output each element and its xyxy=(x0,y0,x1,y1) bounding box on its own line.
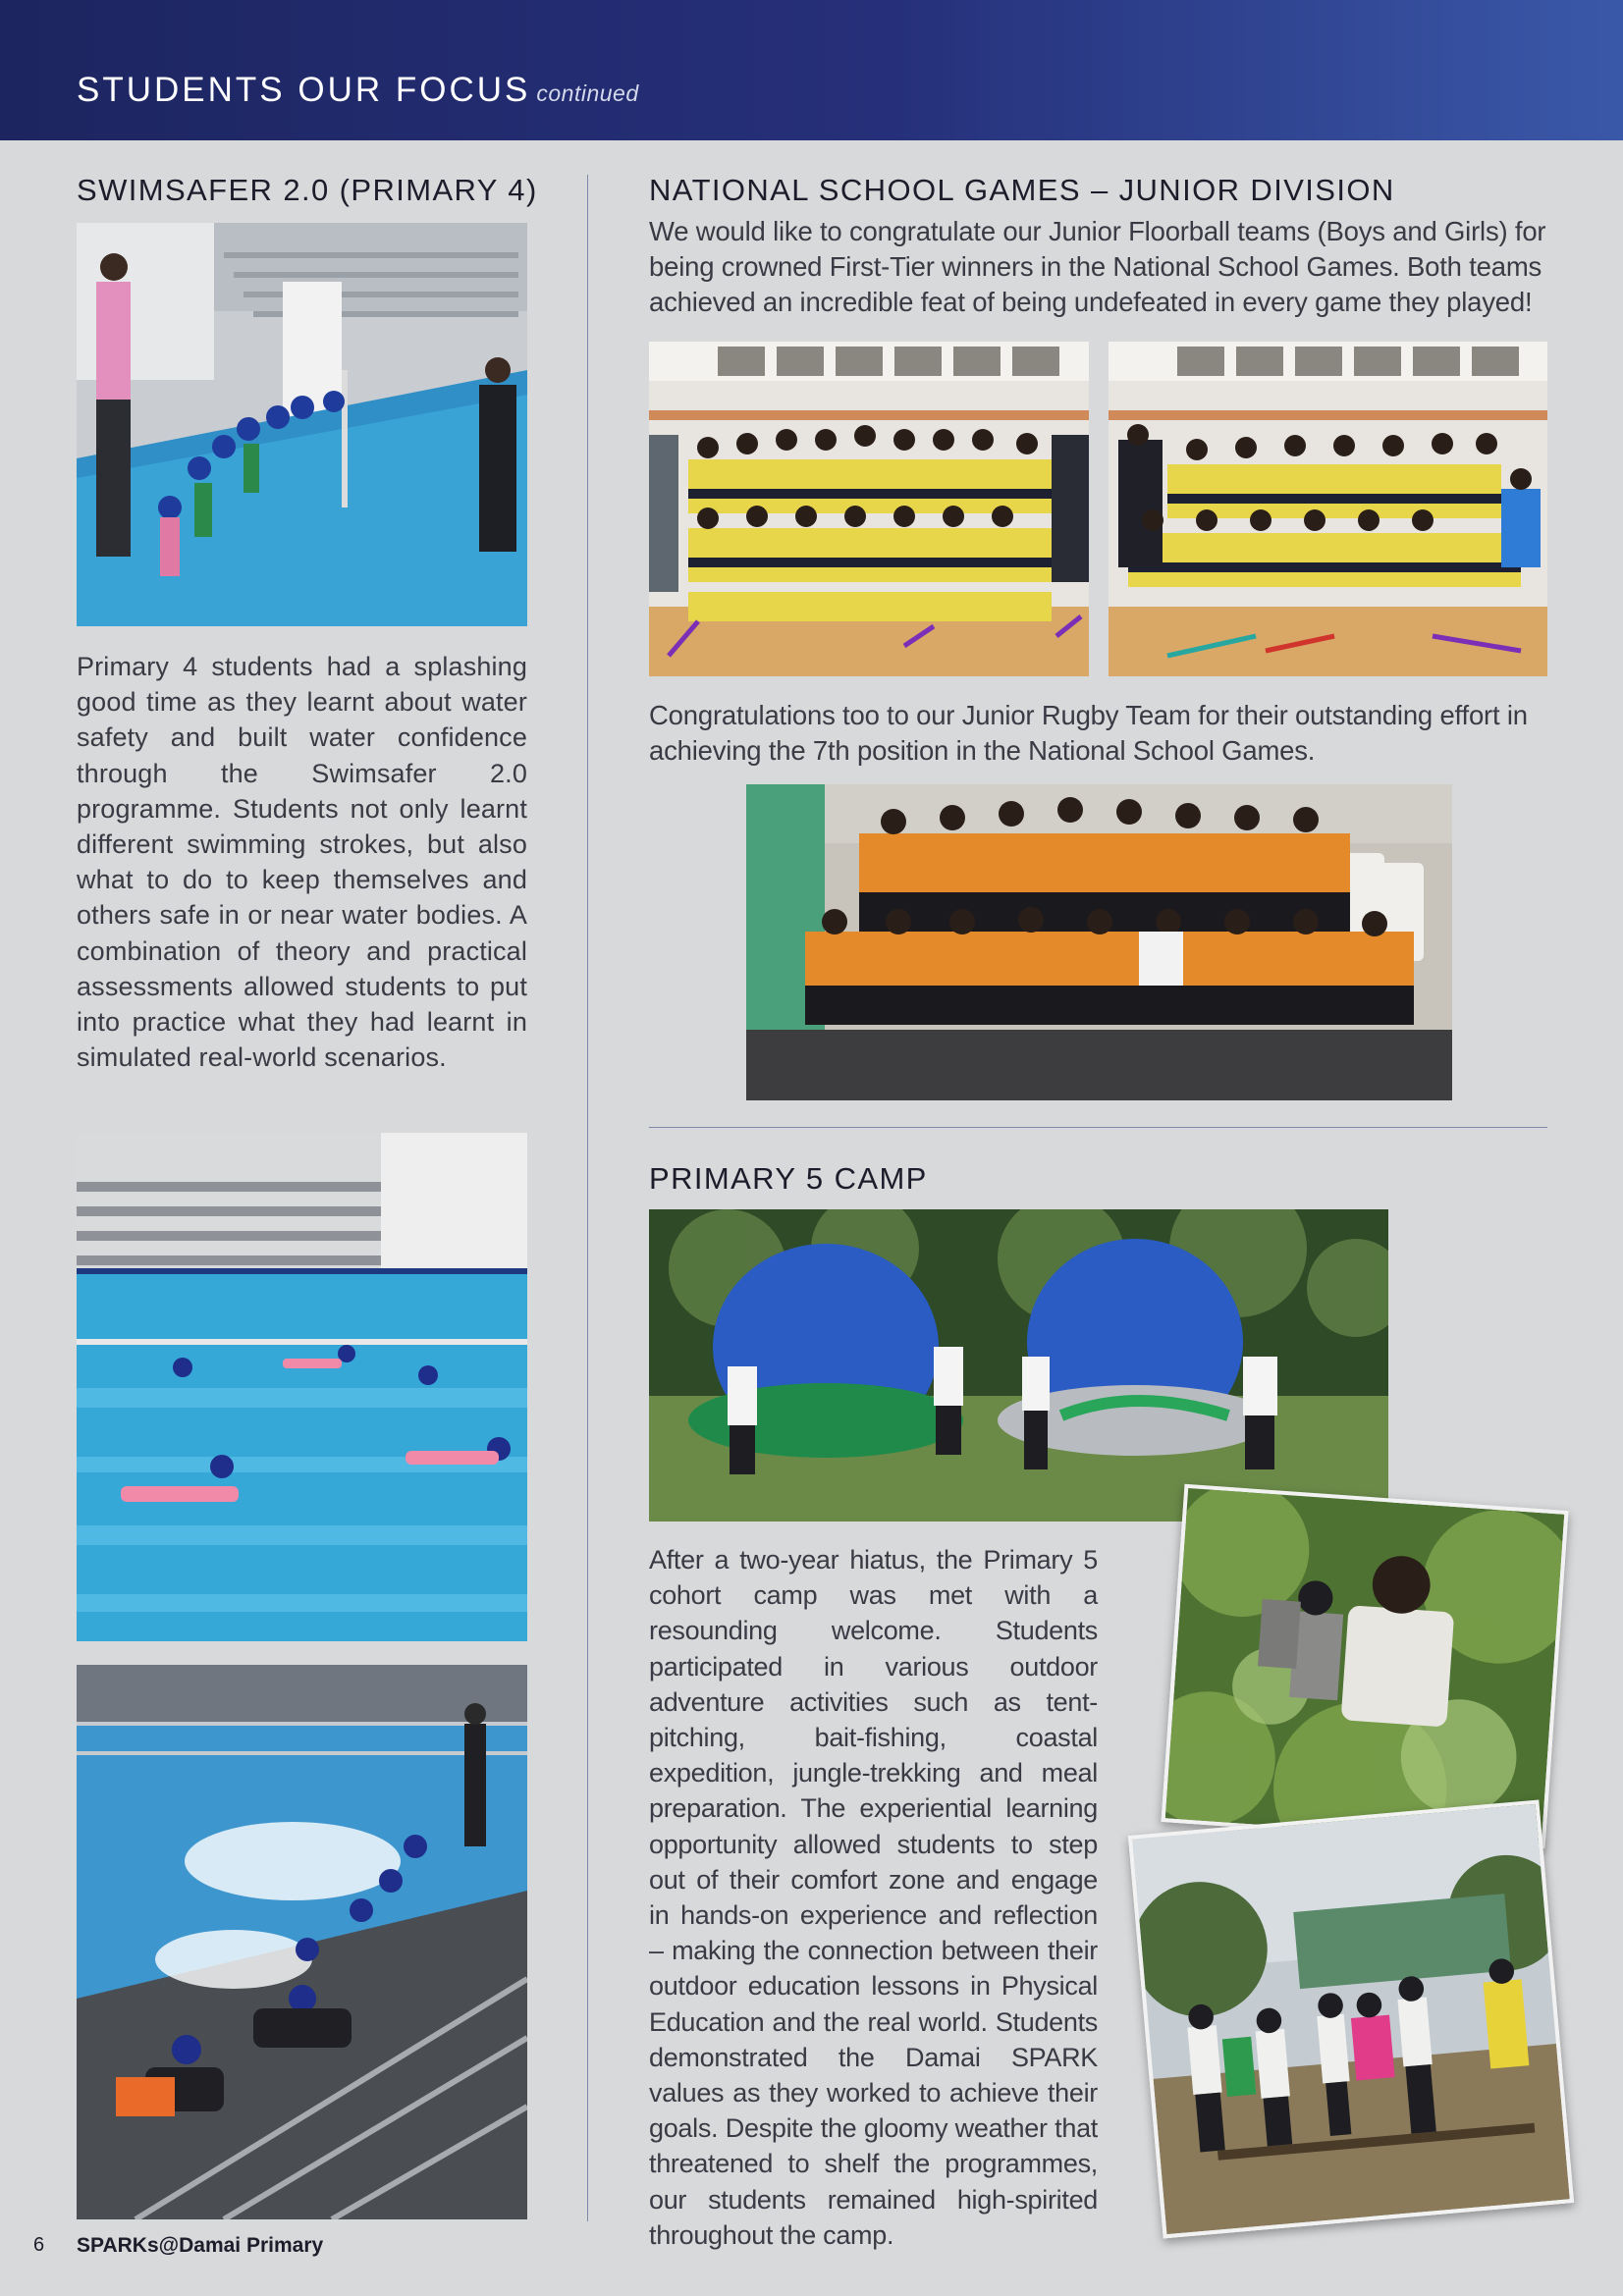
jungle-trekking-photo xyxy=(1161,1484,1568,1849)
page-title xyxy=(77,71,639,110)
rugby-team-photo xyxy=(746,784,1452,1100)
camp-paragraph: After a two-year hiatus, the Primary 5 cohort camp was met with a resounding welcome. Students participated in various outdoor adventure activities such as tent-pitching, bait-fishing, coastal expedition, jungle-trekking and meal preparation. The experiential learning opportunity allowed students to step out of their comfort zone and engage in hands-on experience and reflection – making the connection between their outdoor education lessons in Physical Education and the real world. Students demonstrated the Damai SPARK values as they worked to achieve their goals. Despite the gloomy weather that threatened to shelf the programmes, our students remained high-spirited throughout the camp. xyxy=(649,1545,1098,2250)
nsg-heading: NATIONAL SCHOOL GAMES – JUNIOR DIVISION xyxy=(649,173,1395,207)
page-title-text: STUDENTS OUR FOCUS xyxy=(77,71,531,109)
nsg-paragraph-1: We would like to congratulate our Junior Floorball teams (Boys and Girls) for being crowned First-Tier winners in the National School Games. Both teams achieved an incredible feat of being undefeated in every game they played! xyxy=(649,216,1546,317)
boys-floorball-team-photo xyxy=(1109,342,1547,676)
students-swimming-lanes-photo xyxy=(77,1133,527,1641)
header-banner xyxy=(0,0,1623,140)
column-divider xyxy=(587,175,588,2221)
swimsafer-paragraph: Primary 4 students had a splashing good time as they learnt about water safety and built water confidence through the Swimsafer 2.0 programme. Students not only learnt different swimming strokes, but also what to do to keep themselves and others safe in or near water bodies. A combination of theory and practical assessments allowed students to put into practice what they had learnt in simulated real-world scenarios. xyxy=(77,652,527,1073)
page-subtitle: continued xyxy=(536,80,639,106)
swimming-lesson-poolside-photo xyxy=(77,223,527,626)
swimsafer-heading: SWIMSAFER 2.0 (PRIMARY 4) xyxy=(77,173,538,207)
outdoor-group-activity-photo xyxy=(1128,1799,1574,2238)
page-footer xyxy=(0,2234,1623,2264)
girls-floorball-team-photo xyxy=(649,342,1089,676)
publication-name: SPARKs@Damai Primary xyxy=(77,2234,324,2257)
section-divider xyxy=(649,1127,1547,1128)
students-entering-pool-photo xyxy=(77,1665,527,2219)
tent-pitching-photo xyxy=(649,1209,1388,1522)
page-number: 6 xyxy=(33,2234,45,2256)
camp-heading: PRIMARY 5 CAMP xyxy=(649,1161,928,1196)
nsg-paragraph-2: Congratulations too to our Junior Rugby Team for their outstanding effort in achieving the 7th position in the National School Games. xyxy=(649,700,1528,766)
